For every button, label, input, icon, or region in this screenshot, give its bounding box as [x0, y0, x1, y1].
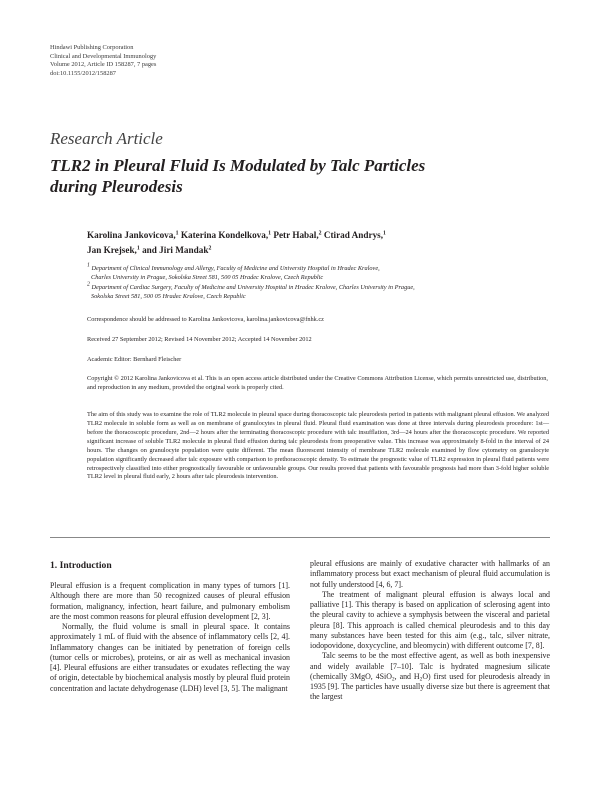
volume-info: Volume 2012, Article ID 158287, 7 pages — [50, 61, 157, 69]
author-name: Karolina Jankovicova, — [87, 230, 176, 240]
author-affiliation-mark: 1 — [268, 230, 272, 237]
affiliation-text: Charles University in Prague, Sokolska Street 581, 500 05 Hradec Kralove, Czech Republic — [91, 274, 324, 282]
doi-link[interactable]: doi:10.1155/2012/158287 — [50, 69, 116, 77]
affiliation-text: Department of Clinical Immunology and Allergy, Faculty of Medicine and University Hospital in Hradec Kralove, — [91, 265, 380, 272]
received-dates: Received 27 September 2012; Revised 14 November 2012; Accepted 14 November 2012 — [87, 336, 312, 343]
affiliation-2 — [87, 283, 547, 301]
affiliation-text: Sokolska Street 581, 500 05 Hradec Kralove, Czech Republic — [91, 293, 246, 301]
publisher-name: Hindawi Publishing Corporation — [50, 44, 134, 51]
journal-name: Clinical and Developmental Immunology — [50, 52, 157, 60]
title-line-1: TLR2 in Pleural Fluid Is Modulated by Talc Particles — [50, 156, 426, 175]
author-line-1 — [87, 228, 537, 243]
paragraph-text: O) first used for pleurodesis already in 1935 [9]. The particles have usually diverse size but there is agreement that the largest — [310, 671, 550, 702]
paragraph-text: Talc seems to be the most effective agent, as well as both inexpensive and widely available [7–10]. Talc is hydrated magnesium silicate (chemically 3MgO, 4SiO — [310, 651, 550, 681]
section-heading: 1. Introduction — [50, 560, 112, 571]
affiliations — [87, 264, 547, 302]
author-affiliation-mark: 1 — [383, 230, 386, 237]
copyright-notice: Copyright © 2012 Karolina Jankovicova et al. This is an open access article distributed under the Creative Commons Attribution License, which permits unrestricted use, distribution, and reproduction in any medium, provided the original work is properly cited. — [87, 375, 548, 391]
affiliation-1 — [87, 264, 547, 282]
body-column-left — [50, 560, 290, 694]
body-paragraph: Normally, the fluid volume is small in pleural space. It contains approximately 1 mL of fluid with the absence of inflammatory cells [2, 4]. Inflammatory changes can be initiated by penetration of foreign cells (tumor cells or microbes), proteins, or air as well as mechanical invasion [4]. Pleural effusions are either transudates or exudates reflecting the way of origin, detectable by biochemical analysis mostly by pleural fluid protein concentration and lactate dehydrogenase (LDH) level [3, 5]. The malignant — [50, 622, 290, 693]
journal-header — [50, 44, 156, 78]
body-column-right — [310, 559, 550, 703]
affiliation-mark: 1 — [87, 262, 90, 269]
author-name: Ctirad Andrys, — [323, 230, 384, 240]
abstract: The aim of this study was to examine the role of TLR2 molecule in pleural space during thoracoscopic talc pleurodesis period in patients with malignant pleural effusion. We analyzed TLR2 molecule in soluble form as well as on membrane of granulocytes in pleural fluid. Pleural fluid examination was done at three intervals during pleurodesis procedure: 1st—before the thoracoscopic procedure, 2nd—2 hours after the terminating thoracoscopic procedure with talc insufflation, 3rd—24 hours after the thoracoscopic procedure. We reported significant increase of soluble TLR2 molecule in pleural fluid effusion during talc pleurodesis from preoperative value. This increase was approximately 8-fold in the interval of 24 hours. The changes on granulocyte population were quite different. The mean fluorescent intensity of membrane TLR2 molecule examined by flow cytometry on granulocyte population significantly decreased after talc exposure with comparison to prethoracoscopic density. To estimate the prognostic value of TLR2 expression in pleural fluid patients were retrospectively classified into either prognostically favourable or unfavourable groups. Our results proved that patients with favourable prognosis had more than 3-fold higher soluble TLR2 level in pleural fluid early, 2 hours after talc pleurodesis intervention. — [87, 411, 549, 481]
subscript: 2 — [391, 676, 395, 683]
title-line-2: during Pleurodesis — [50, 177, 183, 196]
article-type: Research Article — [50, 129, 163, 148]
body-paragraph: Pleural effusion is a frequent complication in many types of tumors [1]. Although there are more than 50 recognized causes of pleural effusion formation, malignancy, infection, heart failure, and pulmonary embolism are the most common reasons for pleural effusion development [2, 3]. — [50, 581, 290, 621]
section-divider — [50, 537, 550, 538]
author-name: Petr Habal, — [273, 230, 319, 240]
paragraph-text: , and H — [394, 671, 420, 681]
subscript: 2 — [419, 676, 423, 683]
body-paragraph: The treatment of malignant pleural effusion is always local and palliative [1]. This therapy is based on application of sclerosing agent into the pleural cavity to achieve a symphysis between the visceral and parietal pleura [8]. This approach is called chemical pleurodesis and to this day many substances have been tested for this aim (e.g., talc, silver nitrate, iodopovidone, doxycycline, and bleomycin) with different outcome [7, 8]. — [310, 589, 550, 650]
correspondence-note — [87, 315, 547, 324]
author-name: Jan Krejsek, — [87, 244, 137, 255]
author-line-2 — [87, 243, 537, 258]
academic-editor: Academic Editor: Bernhard Fleischer — [87, 356, 182, 363]
affiliation-text: Department of Cardiac Surgery, Faculty of Medicine and University Hospital in Hradec Kralove, Charles University in Prague, — [91, 284, 415, 292]
body-paragraph — [310, 651, 550, 702]
author-affiliation-mark: 1 — [136, 245, 140, 251]
paper-title — [50, 155, 520, 197]
author-affiliation-mark: 2 — [208, 245, 212, 251]
author-affiliation-mark: 2 — [318, 230, 322, 237]
author-list — [87, 228, 537, 257]
author-affiliation-mark: 1 — [175, 230, 179, 237]
correspondence-email-link[interactable]: karolina.jankovicova@fnhk.cz — [246, 316, 324, 323]
author-name: and Jiri Mandak — [142, 244, 209, 255]
correspondence-text: Correspondence should be addressed to Karolina Jankovicova, — [87, 316, 247, 323]
affiliation-mark: 2 — [87, 281, 90, 288]
author-name: Katerina Kondelkova, — [180, 230, 269, 240]
body-paragraph: pleural effusions are mainly of exudative character with hallmarks of an inflammatory process but exact mechanism of pleural fluid accumulation is not fully understood [4, 6, 7]. — [310, 559, 550, 589]
